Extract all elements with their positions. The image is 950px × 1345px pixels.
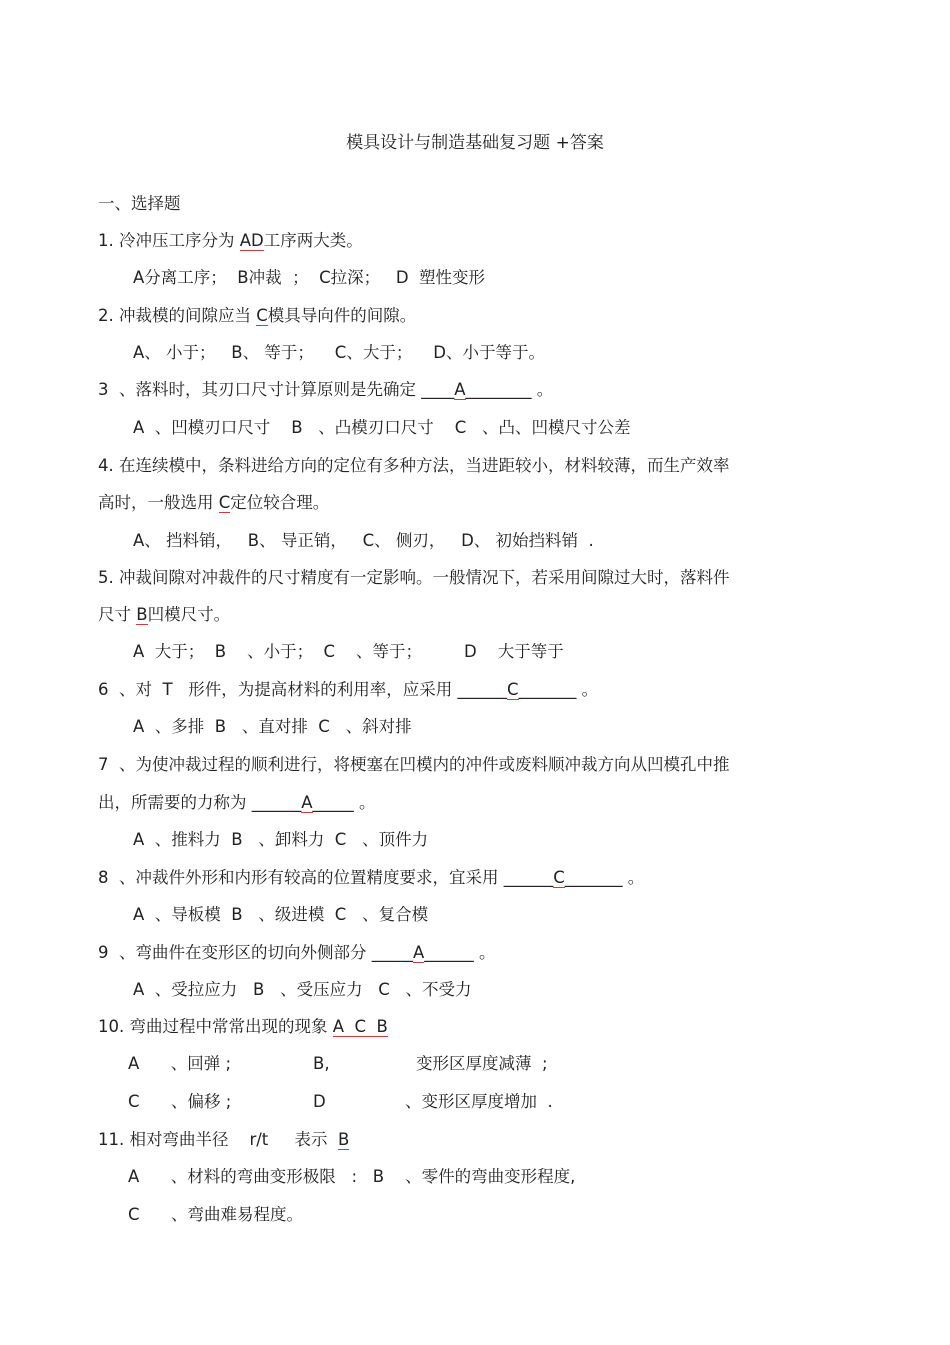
options-11-ab: A 、材料的弯曲变形极限 : B 、零件的弯曲变形程度, [128, 1167, 576, 1186]
answer-5: B [136, 605, 148, 624]
question-4-line-1: 4. 在连续模中，条料进给方向的定位有多种方法，当进距较小，材料较薄，而生产效率 [98, 456, 730, 475]
question-6: 6 、对 T 形件，为提高材料的利用率，应采用 ______C_______ 。 [98, 680, 599, 699]
option-10-a: A 、回弹 ; [128, 1054, 232, 1073]
question-1: 1. 冷冲压工序分为 AD工序两大类。 [98, 231, 363, 250]
answer-3: A [454, 380, 466, 399]
options-1: A分离工序； B冲裁 ； C拉深； D 塑性变形 [133, 268, 486, 287]
question-7-line-2: 出，所需要的力称为 ______A_____ 。 [98, 793, 376, 812]
answer-6: C [507, 680, 519, 699]
options-3: A 、凹模刃口尺寸 B 、凸模刃口尺寸 C 、凸、凹模尺寸公差 [133, 418, 631, 437]
answer-4: C [218, 493, 231, 512]
option-10-c: C 、偏移 ; [128, 1092, 232, 1111]
question-4-line-2: 高时，一般选用 C定位较合理。 [98, 493, 330, 512]
section-heading: 一、选择题 [98, 194, 181, 213]
options-4: A、 挡料销， B、 导正销， C、 侧刃， D、 初始挡料销 . [133, 531, 594, 550]
document-title: 模具设计与制造基础复习题 +答案 [346, 133, 604, 153]
options-2: A、 小于； B、 等于； C、大于； D、小于等于。 [133, 343, 546, 362]
option-10-d: D [313, 1092, 326, 1111]
option-10-d-text: 、变形区厚度增加 . [405, 1092, 553, 1111]
question-9: 9 、弯曲件在变形区的切向外侧部分 _____A______ 。 [98, 943, 496, 962]
options-8: A 、导板模 B 、级进模 C 、复合模 [133, 905, 429, 924]
question-8: 8 、冲裁件外形和内形有较高的位置精度要求，宜采用 ______C_______ 。 [98, 868, 645, 887]
options-11-c: C 、弯曲难易程度。 [128, 1205, 303, 1224]
answer-7: A [301, 793, 313, 812]
answer-9: A [412, 943, 425, 962]
answer-8: C [553, 868, 565, 887]
question-5-line-2: 尺寸 B凹模尺寸。 [98, 605, 231, 624]
option-10-b-text: 变形区厚度减薄 ; [416, 1054, 548, 1073]
question-10: 10. 弯曲过程中常常出现的现象 A C B [98, 1017, 388, 1036]
answer-11: B [338, 1130, 350, 1149]
question-11: 11. 相对弯曲半径 r/t 表示 B [98, 1130, 350, 1149]
options-9: A 、受拉应力 B 、受压应力 C 、不受力 [133, 980, 472, 999]
options-5: A 大于； B 、小于； C 、等于； D 大于等于 [133, 642, 564, 661]
options-6: A 、多排 B 、直对排 C 、斜对排 [133, 717, 412, 736]
option-10-b: B, [313, 1054, 330, 1073]
question-2: 2. 冲裁模的间隙应当 C模具导向件的间隙。 [98, 306, 417, 325]
options-7: A 、推料力 B 、卸料力 C 、顶件力 [133, 830, 429, 849]
question-3: 3 、落料时，其刃口尺寸计算原则是先确定 ____A________ 。 [98, 380, 554, 399]
answer-2: C [256, 306, 268, 325]
answer-10: A C B [332, 1017, 388, 1036]
question-5-line-1: 5. 冲裁间隙对冲裁件的尺寸精度有一定影响。一般情况下，若采用间隙过大时，落料件 [98, 568, 730, 587]
answer-1: AD [239, 231, 264, 250]
question-7-line-1: 7 、为使冲裁过程的顺利进行，将梗塞在凹模内的冲件或废料顺冲裁方向从凹模孔中推 [98, 755, 730, 774]
